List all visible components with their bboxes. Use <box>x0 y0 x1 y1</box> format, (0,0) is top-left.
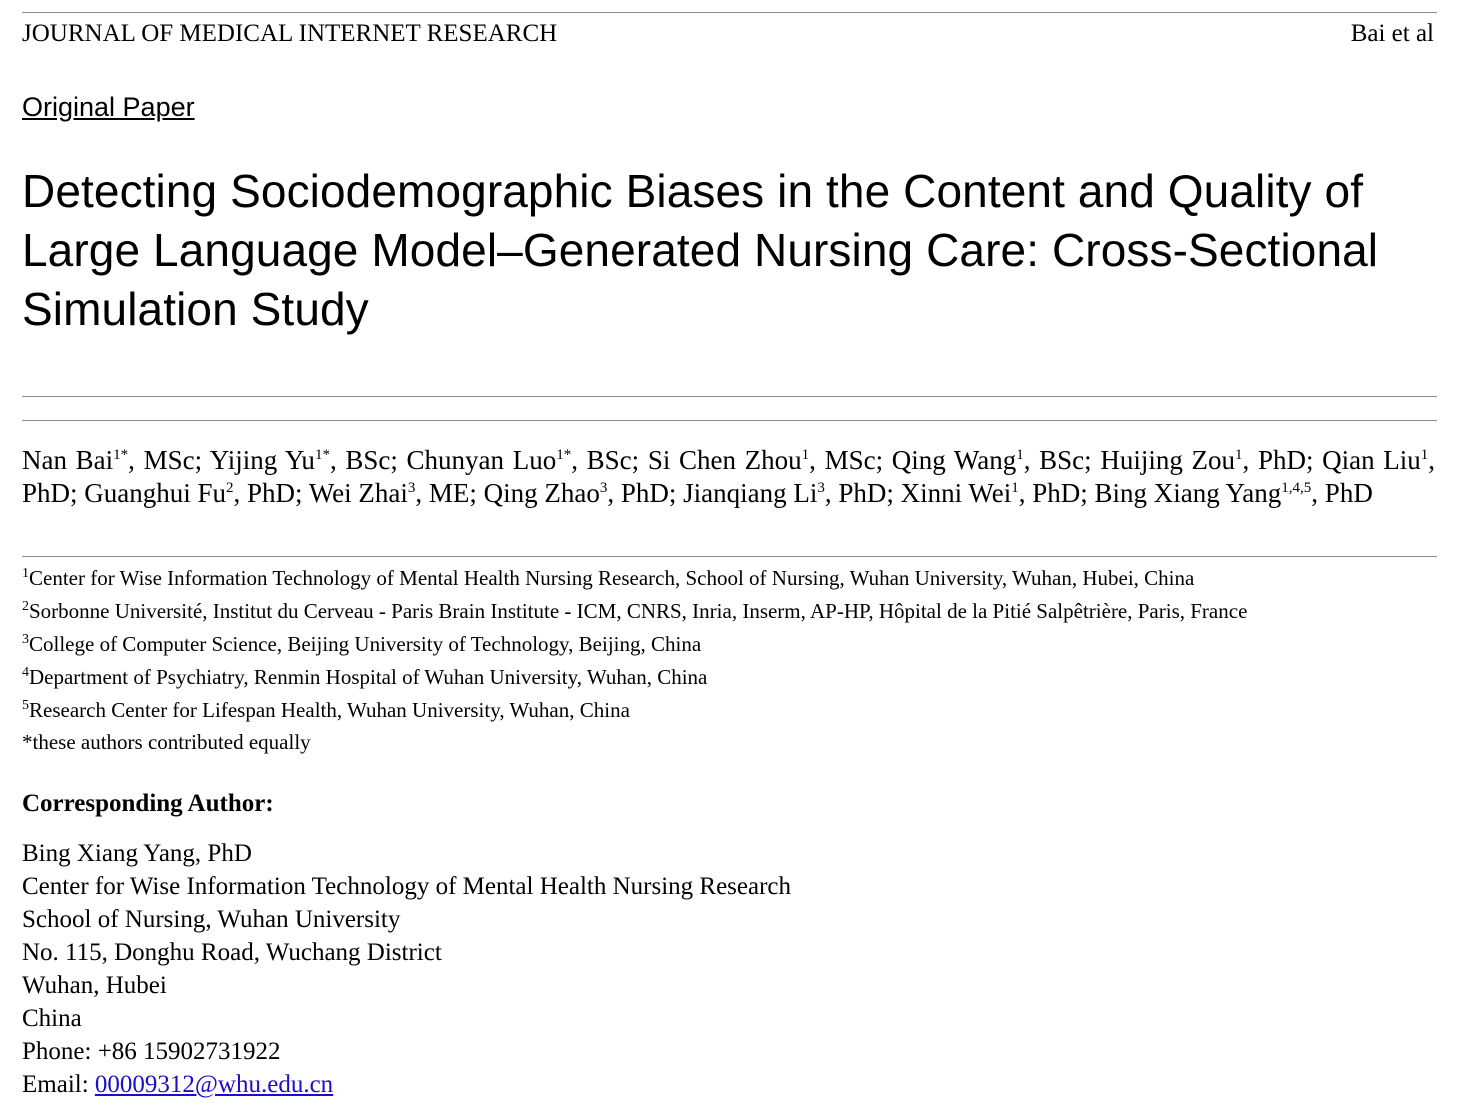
author-name: Huijing Zou <box>1100 445 1236 475</box>
affiliation-number: 2 <box>22 599 29 614</box>
top-rule <box>22 12 1437 13</box>
author-name: Jianqiang Li <box>683 478 818 508</box>
affiliation-rule <box>22 556 1437 557</box>
corresponding-phone <box>22 1035 791 1068</box>
affiliation-text: Department of Psychiatry, Renmin Hospital of Wuhan University, Wuhan, China <box>29 665 708 689</box>
author-name: Guanghui Fu <box>84 478 227 508</box>
author: Nan Bai$^{1*}$, MSc <box>22 445 195 475</box>
author-affiliation-marker: 3 <box>817 480 825 496</box>
author-name: Qing Wang <box>891 445 1017 475</box>
corresponding-email <box>22 1068 791 1101</box>
author-affiliation-marker: 1 <box>1420 447 1429 463</box>
affiliation-text: Center for Wise Information Technology of Mental Health Nursing Research, School of Nursing, Wuhan University, Wuhan, Hubei, China <box>29 566 1195 590</box>
affiliation-3 <box>22 628 1442 661</box>
journal-name: JOURNAL OF MEDICAL INTERNET RESEARCH <box>22 20 558 47</box>
corresponding-author-block <box>22 837 791 1101</box>
author: Qing Zhao$^3$, PhD <box>483 478 669 508</box>
author-affiliation-marker: 1* <box>556 447 572 463</box>
author-name: Yijing Yu <box>209 445 315 475</box>
affiliation-text: Research Center for Lifespan Health, Wuhan University, Wuhan, China <box>29 698 630 722</box>
author: Qian Liu$^1$, PhD <box>22 445 1436 508</box>
author-name: Xinni Wei <box>900 478 1012 508</box>
author: Huijing Zou$^1$, PhD <box>1100 445 1306 475</box>
author-affiliation-marker: 1 <box>801 447 810 463</box>
article-type-label: Original Paper <box>22 92 195 122</box>
title-rule-2 <box>22 420 1437 421</box>
corresponding-center: Center for Wise Information Technology of Mental Health Nursing Research <box>22 873 792 900</box>
author-affiliation-marker: 2 <box>226 480 234 496</box>
author-degree: BSc <box>586 445 632 475</box>
running-head-authors: Bai et al <box>1350 20 1434 47</box>
affiliation-4 <box>22 661 1442 694</box>
affiliation-5 <box>22 694 1442 727</box>
author-name: Bing Xiang Yang <box>1094 478 1282 508</box>
equal-contribution-note: *these authors contributed equally <box>22 730 311 754</box>
author-name: Qing Zhao <box>483 478 600 508</box>
corresponding-street: No. 115, Donghu Road, Wuchang District <box>22 939 442 966</box>
affiliation-number: 5 <box>22 698 29 713</box>
corresponding-author-heading: Corresponding Author: <box>22 790 274 817</box>
title-rule-1 <box>22 396 1437 397</box>
author-affiliation-marker: 3 <box>599 480 608 496</box>
author-degree: PhD <box>1032 478 1081 508</box>
paper-title: Detecting Sociodemographic Biases in the Content and Quality of Large Language Model–Generated Nursing Care: Cross-Sectional Simulation Study <box>22 165 1379 335</box>
corresponding-school: School of Nursing, Wuhan University <box>22 906 401 933</box>
phone-number: +86 15902731922 <box>97 1038 281 1065</box>
affiliation-text: Sorbonne Université, Institut du Cerveau - Paris Brain Institute - ICM, CNRS, Inria, Inserm, AP-HP, Hôpital de la Pitié Salpêtrière, Paris, France <box>29 599 1248 623</box>
author-degree: PhD <box>620 478 669 508</box>
author-name: Nan Bai <box>22 445 114 475</box>
author-degree: BSc <box>1039 445 1085 475</box>
author-degree: MSc <box>824 445 876 475</box>
author-degree: BSc <box>345 445 391 475</box>
author-degree: PhD <box>22 478 71 508</box>
author-degree: PhD <box>838 478 887 508</box>
author: Xinni Wei$^1$, PhD <box>900 478 1081 508</box>
author-affiliation-marker: 1 <box>1016 447 1024 463</box>
email-link[interactable]: 00009312@whu.edu.cn <box>94 1071 334 1098</box>
author-degree: MSc <box>143 445 195 475</box>
author-name: Qian Liu <box>1322 445 1421 475</box>
author-affiliation-marker: 1,4,5 <box>1281 480 1312 496</box>
affiliation-2 <box>22 595 1442 628</box>
author: Jianqiang Li$^3$, PhD <box>683 478 887 508</box>
author: Wei Zhai$^3$, ME <box>308 478 470 508</box>
author-degree: ME <box>428 478 470 508</box>
author-affiliation-marker: 1* <box>314 447 330 463</box>
author-affiliation-marker: 1 <box>1011 480 1019 496</box>
author-degree: PhD <box>247 478 296 508</box>
author-name: Si Chen Zhou <box>647 445 802 475</box>
author-list: Nan Bai$^{1*}$, MSc; Yijing $Yu^{1*}$, BSc; Chunyan Luo$^{1*}$, BSc; Si Chen Zhou$^1$, MSc; Qing Wang$^1$, BSc; Huijing Zou$^1$, PhD; Qian Liu$^1$, PhD; Guanghui Fu$^2$, PhD; Wei Zhai$^3$, ME; Qing Zhao$^3$, PhD; Jianqiang Li$^3$, PhD; Xinni Wei$^1$, PhD; Bing Xiang Yang$^{1,4,5}$, PhD <box>22 445 1436 508</box>
author: Chunyan Luo$^{1*}$, BSc <box>406 445 632 475</box>
phone-label: Phone: <box>22 1038 98 1065</box>
affiliation-number: 1 <box>22 566 29 581</box>
author: Bing Xiang Yang$^{1,4,5}$, PhD <box>1094 478 1373 508</box>
corresponding-name: Bing Xiang Yang, PhD <box>22 840 252 867</box>
author: Yijing $Yu^{1*}$, BSc <box>209 445 391 475</box>
author: Guanghui Fu$^2$, PhD <box>84 478 296 508</box>
affiliation-list <box>22 562 1442 757</box>
corresponding-country: China <box>22 1005 82 1032</box>
corresponding-city: Wuhan, Hubei <box>22 972 167 999</box>
author-degree: PhD <box>1324 478 1373 508</box>
author-affiliation-marker: 3 <box>407 480 416 496</box>
author-affiliation-marker: 1* <box>113 447 129 463</box>
affiliation-number: 4 <box>22 665 29 680</box>
affiliation-number: 3 <box>22 632 29 647</box>
author-affiliation-marker: 1 <box>1235 447 1243 463</box>
author: Qing Wang$^1$, BSc <box>891 445 1085 475</box>
author-degree: PhD <box>1257 445 1306 475</box>
author-name: Chunyan Luo <box>406 445 557 475</box>
author: Si Chen Zhou$^1$, MSc <box>647 445 876 475</box>
email-label: Email: <box>22 1071 95 1098</box>
affiliation-1 <box>22 562 1442 595</box>
affiliation-text: College of Computer Science, Beijing University of Technology, Beijing, China <box>29 632 702 656</box>
author-name: Wei Zhai <box>308 478 408 508</box>
